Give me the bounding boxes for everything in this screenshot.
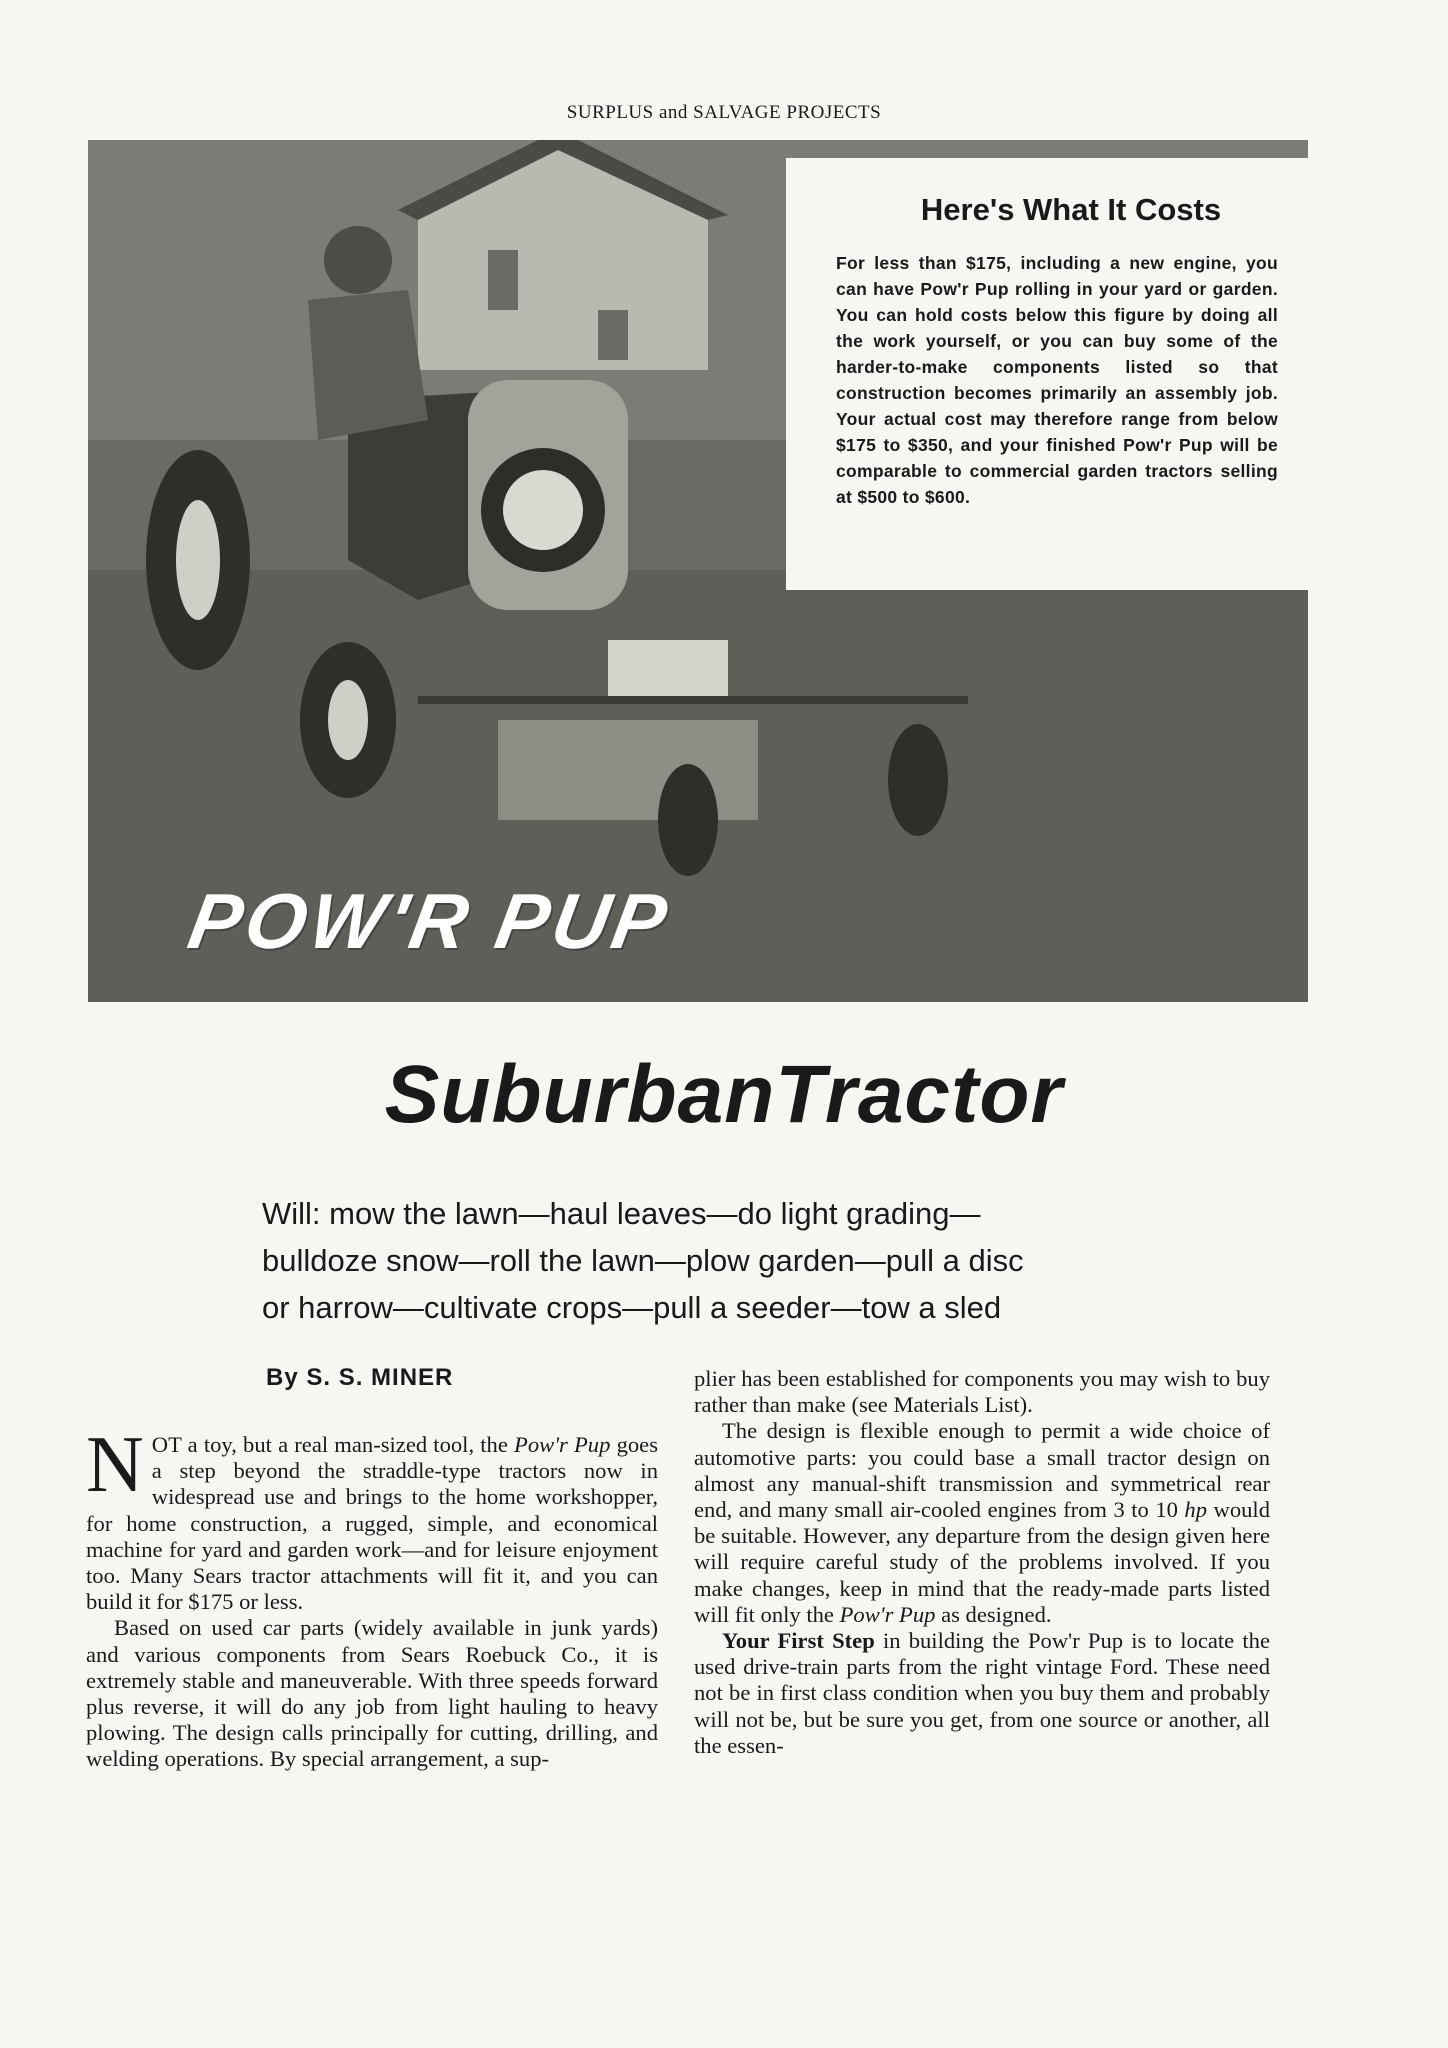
text-run: would be suitable. However, any departure from the design given here will require careful study of the problems involved. If you make changes, keep in mind that the ready-made parts listed will fit only the xyxy=(694,1497,1270,1627)
cost-sidebar xyxy=(786,158,1316,590)
text-run: OT a toy, but a real man-sized tool, the xyxy=(151,1432,515,1457)
text-emphasis: Pow'r Pup xyxy=(514,1432,611,1457)
text-emphasis: Pow'r Pup xyxy=(839,1601,936,1627)
subtitle-line: or harrow—cultivate crops—pull a seeder—tow a sled xyxy=(262,1290,1002,1325)
paragraph: Based on used car parts (widely available in junk yards) and various components from Sears Roebuck Co., it is extremely stable and maneuverable. With three speeds forward plus reverse, it will do any job from light hauling to heavy plowing. The design calls principally for cutting, drilling, and welding operations. By special arrangement, a sup- xyxy=(86,1615,658,1772)
left-column xyxy=(86,1421,658,1773)
running-head: SURPLUS and SALVAGE PROJECTS xyxy=(566,102,882,123)
text-run: as designed. xyxy=(935,1601,1052,1627)
paragraph xyxy=(694,1628,1270,1759)
sidebar-body: For less than $175, including a new engine, you can have Pow'r Pup rolling in your yard or garden. You can hold costs below this figure by doing all the work yourself, or you can buy some of the harder-to-make components listed so that construction becomes primarily an assembly job. Your actual cost may therefore range from below $175 to $350, and your finished Pow'r Pup will be comparable to commercial garden tractors selling at $500 to $600. xyxy=(836,253,1278,507)
paragraph xyxy=(694,1418,1270,1628)
text-run: The design is flexible enough to permit a wide choice of automotive parts: you could base a small tractor design on almost any manual-shift transmission and symmetrical rear end, and many small air-cooled engines from 3 to 10 xyxy=(694,1418,1270,1523)
article-title: SuburbanTractor xyxy=(384,1049,1064,1140)
right-column xyxy=(694,1366,1270,1759)
text-run: in building the Pow'r Pup is to locate the used drive-train parts from the right vintage Ford. These need not be in first class condition when you buy them and probably will not be, but be sure you get, from one source or another, all the essen- xyxy=(694,1628,1270,1758)
paragraph: plier has been established for components you may wish to buy rather than make (see Materials List). xyxy=(694,1366,1270,1418)
sidebar-title: Here's What It Costs xyxy=(920,192,1222,227)
photo-logo: POW'R PUP xyxy=(182,877,678,965)
drop-cap: N xyxy=(86,1421,144,1509)
article-subtitle xyxy=(262,1190,1202,1331)
subtitle-line: bulldoze snow—roll the lawn—plow garden—pull a disc xyxy=(262,1243,1024,1278)
text-run: goes a step beyond the straddle-type tractors now in widespread use and brings to the home workshopper, for home construction, a rugged, simple, and economical machine for yard and garden work—and for leisure enjoyment too. Many Sears tractor attachments will fit it, and you can build it for $175 or less. xyxy=(86,1432,658,1615)
subtitle-line: Will: mow the lawn—haul leaves—do light grading— xyxy=(262,1196,981,1231)
byline: By S. S. MINER xyxy=(266,1364,454,1391)
run-in-heading: Your First Step xyxy=(722,1628,875,1654)
text-emphasis: hp xyxy=(1184,1497,1208,1523)
paragraph xyxy=(86,1421,658,1615)
